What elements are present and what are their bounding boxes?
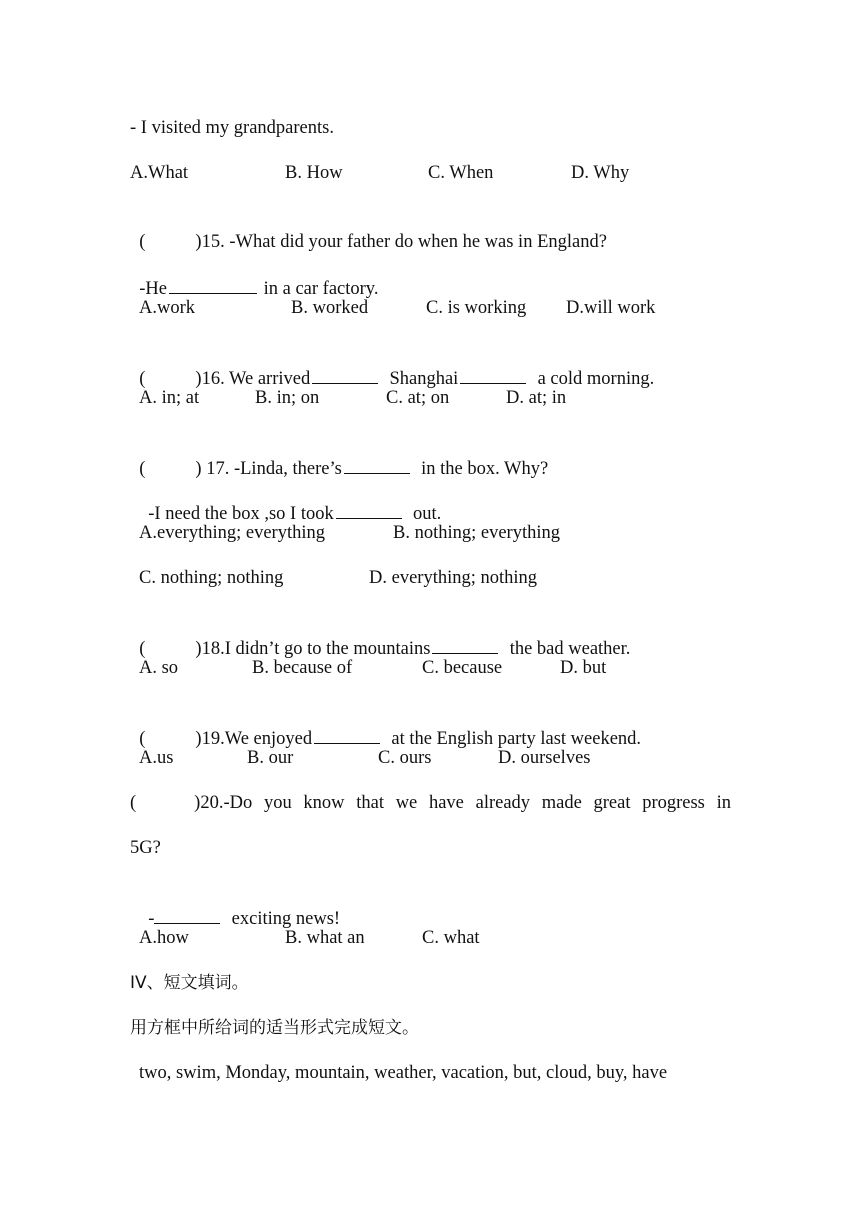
q15-line2 <box>130 251 378 301</box>
q17-stem-line <box>130 431 548 481</box>
q20-word: that <box>356 793 384 813</box>
q20-stem-wrap: 5G? <box>130 838 161 858</box>
q17-option-c: C. nothing; nothing <box>139 568 284 588</box>
answer-paren-open: ( <box>130 793 137 813</box>
q20-word: you <box>263 793 292 813</box>
q17-blank-2[interactable] <box>336 500 402 519</box>
q20-word: made <box>541 793 582 813</box>
q18-option-b: B. because of <box>252 658 353 678</box>
q16-stem-b: Shanghai <box>389 369 459 389</box>
q17-line2-suffix: out. <box>412 504 442 524</box>
q20-stem-line <box>130 791 731 815</box>
q20-option-c: C. what <box>422 928 480 948</box>
q20-word: have <box>428 793 464 813</box>
answer-paren-open: ( <box>139 729 146 749</box>
q17-option-d: D. everything; nothing <box>369 568 538 588</box>
answer-paren-open: ( <box>139 639 146 659</box>
q20-word: we <box>395 793 418 813</box>
q19-blank[interactable] <box>314 725 380 744</box>
q16-stem-c: a cold morning. <box>537 369 655 389</box>
q20-word: progress <box>642 793 705 813</box>
answer-paren-close: ) <box>195 369 202 389</box>
q19-option-a: A.us <box>139 748 174 768</box>
q16-stem-line <box>130 341 654 391</box>
q20-word: already <box>475 793 531 813</box>
answer-paren-close: ) <box>195 639 202 659</box>
answer-paren-close: ) <box>195 232 202 252</box>
q14-option-c: C. When <box>428 163 494 183</box>
section-instruction: 用方框中所给词的适当形式完成短文。 <box>130 1018 419 1038</box>
word-bank: two, swim, Monday, mountain, weather, vacation, but, cloud, buy, have <box>139 1063 668 1083</box>
q19-stem-b: at the English party last weekend. <box>391 729 642 749</box>
q18-option-a: A. so <box>139 658 179 678</box>
q15-option-a: A.work <box>139 298 196 318</box>
answer-paren-open: ( <box>139 459 146 479</box>
q16-option-a: A. in; at <box>139 388 200 408</box>
q14-option-a: A.What <box>130 163 189 183</box>
q16-blank-2[interactable] <box>460 365 526 384</box>
q17-option-b: B. nothing; everything <box>393 523 560 543</box>
q20-line2-prefix: - <box>148 909 155 929</box>
q14-answer-line: - I visited my grandparents. <box>130 118 334 138</box>
q16-option-b: B. in; on <box>255 388 320 408</box>
q18-stem-line <box>130 611 630 661</box>
q20-word: great <box>593 793 631 813</box>
q15-option-b: B. worked <box>291 298 369 318</box>
q17-option-a: A.everything; everything <box>139 523 325 543</box>
answer-paren-close: ) <box>195 729 202 749</box>
q20-word: know <box>303 793 345 813</box>
q19-option-c: C. ours <box>378 748 432 768</box>
q18-stem-a: 18.I didn’t go to the mountains <box>201 639 431 659</box>
q14-option-d: D. Why <box>571 163 630 183</box>
q19-stem-a: 19.We enjoyed <box>201 729 313 749</box>
q20-line2 <box>139 881 340 931</box>
q16-stem-a: 16. We arrived <box>201 369 311 389</box>
q17-stem-a: 17. -Linda, there’s <box>201 459 342 479</box>
q17-stem-b: in the box. Why? <box>421 459 549 479</box>
q15-stem: 15. -What did your father do when he was in England? <box>201 232 607 252</box>
q15-line2-prefix: -He <box>139 279 167 299</box>
answer-paren-close: ) <box>194 793 201 813</box>
q17-line2 <box>139 476 441 526</box>
q20-word: in <box>716 793 731 813</box>
q18-stem-b: the bad weather. <box>509 639 631 659</box>
answer-paren-open: ( <box>139 232 146 252</box>
q19-option-d: D. ourselves <box>498 748 591 768</box>
q15-stem-line <box>130 206 607 254</box>
q15-option-c: C. is working <box>426 298 527 318</box>
q18-option-c: C. because <box>422 658 503 678</box>
q20-option-a: A.how <box>139 928 189 948</box>
q16-blank-1[interactable] <box>312 365 378 384</box>
q18-blank[interactable] <box>432 635 498 654</box>
q19-stem-line <box>130 701 641 751</box>
section-heading: IV、短文填词。 <box>130 973 249 993</box>
q18-option-d: D. but <box>560 658 607 678</box>
q20-blank[interactable] <box>154 905 220 924</box>
q15-blank[interactable] <box>169 275 257 294</box>
q16-option-d: D. at; in <box>506 388 567 408</box>
answer-paren-close: ) <box>195 459 202 479</box>
q20-line2-suffix: exciting news! <box>231 909 341 929</box>
q14-option-b: B. How <box>285 163 343 183</box>
q16-option-c: C. at; on <box>386 388 450 408</box>
q20-paren-group <box>130 791 252 815</box>
q17-blank-1[interactable] <box>344 455 410 474</box>
q15-option-d: D.will work <box>566 298 656 318</box>
q20-option-b: B. what an <box>285 928 365 948</box>
q20-word: 20.-Do <box>200 793 253 813</box>
q15-line2-suffix: in a car factory. <box>263 279 379 299</box>
q19-option-b: B. our <box>247 748 294 768</box>
q17-line2-prefix: -I need the box ,so I took <box>148 504 334 524</box>
answer-paren-open: ( <box>139 369 146 389</box>
